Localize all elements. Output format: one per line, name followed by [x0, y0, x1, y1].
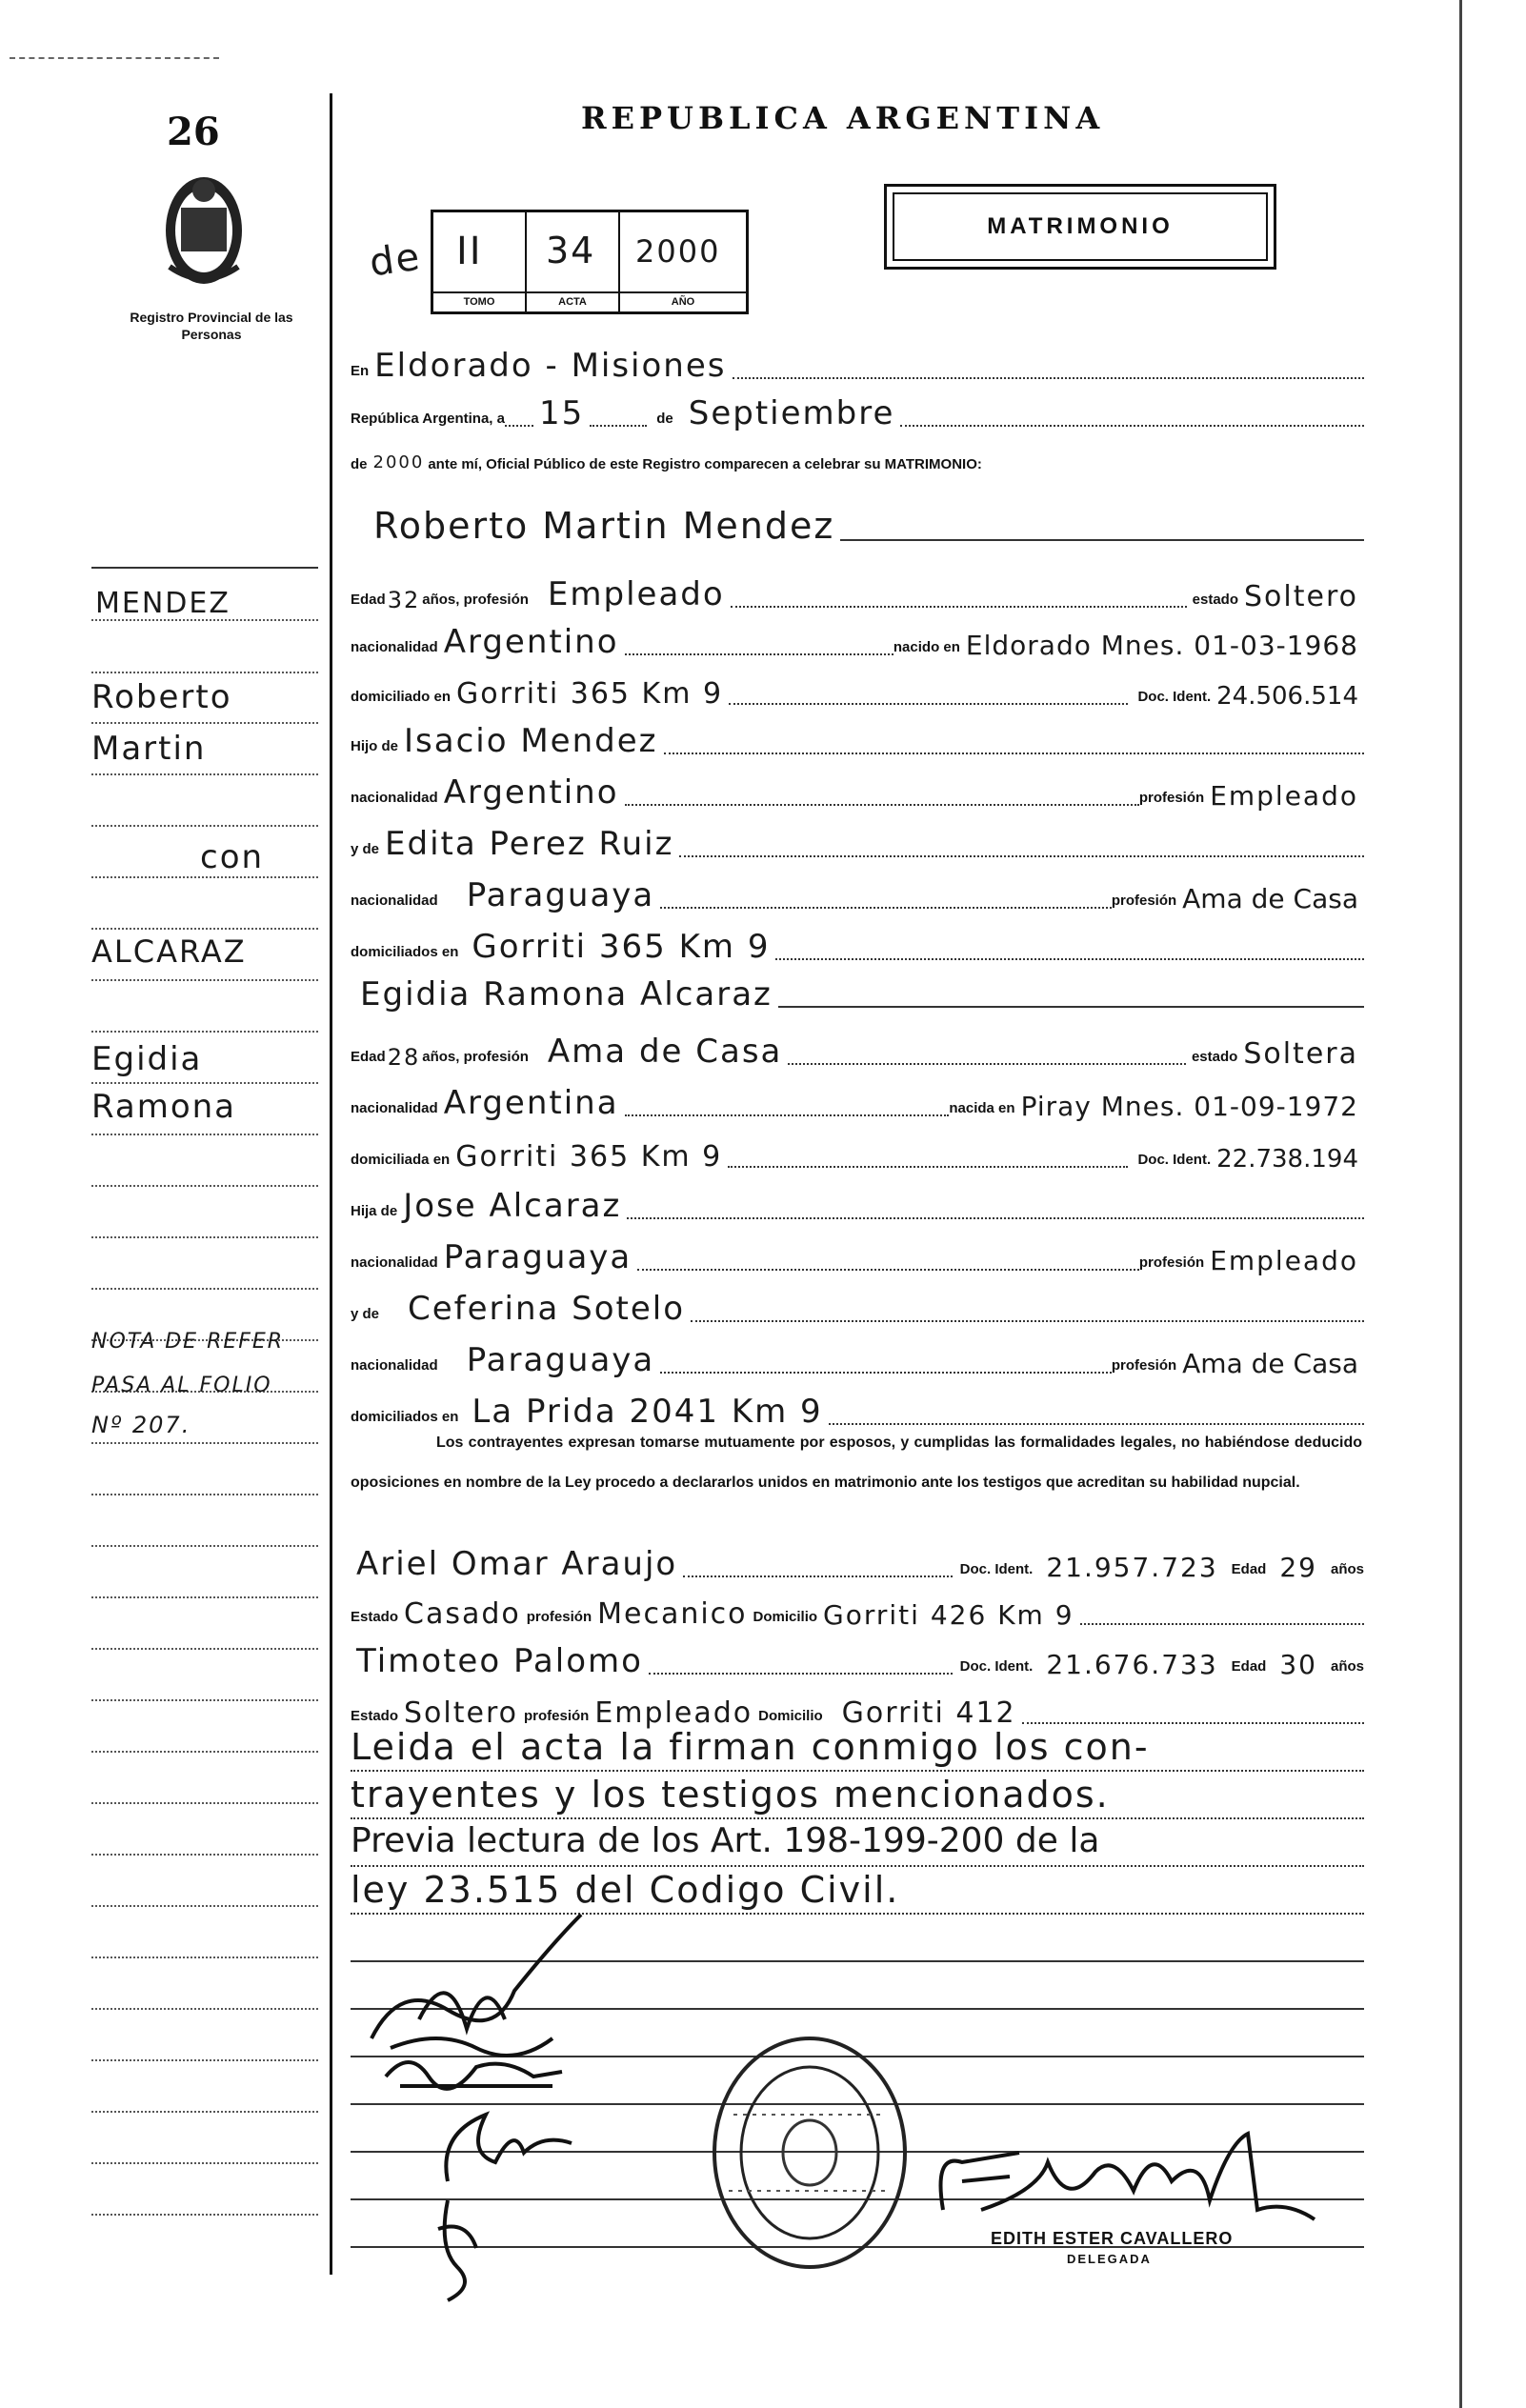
row-bride-nac [351, 1080, 1364, 1122]
groom-name: Roberto Martin Mendez [373, 505, 835, 547]
anos-label: años [1330, 1561, 1364, 1577]
row-witness1-details [351, 1589, 1364, 1631]
margin-name1-bride: Egidia [91, 1040, 203, 1078]
en-label: En [351, 363, 370, 379]
acta-label: ACTA [527, 291, 618, 308]
margin-note-2: PASA AL FOLIO [91, 1374, 272, 1397]
handwritten-note-3: Previa lectura de los Art. 198-199-200 de la [351, 1821, 1100, 1860]
handwritten-note-2: trayentes y los testigos mencionados. [351, 1774, 1110, 1816]
yde-label: y de [351, 841, 380, 857]
witness1-edad: 29 [1279, 1552, 1317, 1583]
margin-con: con [200, 838, 265, 876]
scan-mark [10, 57, 219, 59]
intro-text: ante mí, Oficial Público de este Registro comparecen a celebrar su MATRIMONIO: [428, 456, 982, 472]
bride-name: Egidia Ramona Alcaraz [360, 975, 773, 1013]
handwritten-note-1: Leida el acta la firman conmigo los con- [351, 1726, 1150, 1768]
edad-label: Edad [1231, 1658, 1267, 1675]
groom-father-prof: Empleado [1210, 780, 1358, 812]
anos-label: años [1330, 1658, 1364, 1675]
dom-label: domiciliado en [351, 689, 452, 705]
registry-number-box [431, 210, 749, 314]
rep-label: República Argentina, a [351, 411, 505, 427]
margin-name2-bride: Ramona [91, 1088, 237, 1126]
bride-nacida: Piray Mnes. 01-09-1972 [1020, 1091, 1358, 1122]
tomo-label: TOMO [433, 291, 525, 308]
doms-label: domiciliados en [351, 1409, 459, 1425]
edad-label: Edad [1231, 1561, 1267, 1577]
bride-edad: 28 [387, 1044, 421, 1071]
country-title: REPUBLICA ARGENTINA [581, 100, 1105, 136]
doms-label: domiciliados en [351, 944, 459, 960]
nac-label: nacionalidad [351, 639, 438, 655]
groom-profesion: Empleado [547, 575, 725, 613]
page-edge [1459, 0, 1462, 2408]
signature-witness-2 [419, 2191, 514, 2305]
edad-label: Edad [351, 592, 386, 608]
official-seal [705, 2029, 914, 2277]
bride-father: Jose Alcaraz [403, 1187, 622, 1225]
estado-label: estado [1191, 1049, 1238, 1065]
witness1-domicilio: Gorriti 426 Km 9 [823, 1599, 1074, 1631]
groom-parents-dom: Gorriti 365 Km 9 [472, 928, 771, 966]
row-groom-edad [351, 572, 1364, 613]
doc-label: Doc. Ident. [959, 1658, 1034, 1675]
prof-label: profesión [1111, 1357, 1177, 1374]
nacida-label: nacida en [949, 1100, 1015, 1116]
row-groom-mother-nac [351, 873, 1364, 914]
officer-signature [924, 2124, 1324, 2229]
row-groom-parents-dom [351, 924, 1364, 966]
groom-edad: 32 [387, 587, 421, 613]
nac-label: nacionalidad [351, 1254, 438, 1271]
estado-label: Estado [351, 1708, 399, 1724]
hijo-label: Hijo de [351, 738, 399, 754]
row-groom-mother [351, 821, 1364, 863]
bride-nacionalidad: Argentina [443, 1084, 619, 1122]
signature-witness-1 [429, 2096, 581, 2191]
prof-label: profesión [524, 1708, 590, 1724]
row-bride-edad [351, 1029, 1364, 1071]
witness2-doc: 21.676.733 [1046, 1649, 1218, 1680]
witness2-estado: Soltero [404, 1696, 518, 1730]
officer-title: DELEGADA [1067, 2252, 1152, 2266]
row-bride-mother [351, 1286, 1364, 1328]
row-intro [351, 436, 1364, 478]
bride-father-prof: Empleado [1210, 1245, 1358, 1276]
bride-estado: Soltera [1243, 1037, 1358, 1071]
nacido-label: nacido en [893, 639, 960, 655]
groom-mother: Edita Perez Ruiz [385, 825, 674, 863]
doc-label: Doc. Ident. [1137, 689, 1212, 705]
prof-label: profesión [1138, 790, 1205, 806]
row-bride-father-nac [351, 1234, 1364, 1276]
domicilio-label: Domicilio [758, 1708, 823, 1724]
groom-father-nac: Argentino [443, 773, 619, 812]
witness2-domicilio: Gorriti 412 [841, 1696, 1016, 1730]
doc-label: Doc. Ident. [959, 1561, 1034, 1577]
prof-label: profesión [1111, 893, 1177, 909]
margin-note-3: Nº 207. [91, 1412, 191, 1438]
groom-estado: Soltero [1244, 580, 1358, 613]
officer-name: EDITH ESTER CAVALLERO [991, 2229, 1234, 2248]
bride-father-nac: Paraguaya [443, 1238, 632, 1276]
margin-surname-groom: MENDEZ [95, 587, 231, 620]
groom-doc: 24.506.514 [1216, 682, 1358, 711]
witness2-profesion: Empleado [594, 1696, 753, 1730]
bride-mother: Ceferina Sotelo [408, 1290, 686, 1328]
witness1-doc: 21.957.723 [1046, 1552, 1218, 1583]
nac-label: nacionalidad [351, 1357, 438, 1374]
row-witness2-name [351, 1638, 1364, 1680]
ano-label: AÑO [620, 291, 746, 308]
row-groom-father-nac [351, 770, 1364, 812]
bride-parents-dom: La Prida 2041 Km 9 [472, 1393, 823, 1431]
bride-domicilio: Gorriti 365 Km 9 [455, 1140, 723, 1174]
groom-father: Isacio Mendez [404, 722, 658, 760]
row-groom-name [351, 505, 1364, 547]
groom-domicilio: Gorriti 365 Km 9 [456, 677, 724, 711]
day-value: 15 [538, 394, 585, 432]
doc-type-label: MATRIMONIO [987, 213, 1174, 239]
prof-label: profesión [526, 1609, 592, 1625]
handwritten-note-4: ley 23.515 del Codigo Civil. [351, 1869, 900, 1911]
margin-note-1: NOTA DE REFER [91, 1330, 285, 1354]
year-value: 2000 [372, 452, 425, 472]
bride-doc: 22.738.194 [1216, 1145, 1358, 1174]
month-value: Septiembre [688, 394, 895, 432]
groom-nacionalidad: Argentino [443, 623, 619, 661]
nac-label: nacionalidad [351, 1100, 438, 1116]
groom-nacido: Eldorado Mnes. 01-03-1968 [965, 630, 1358, 661]
witness1-estado: Casado [404, 1597, 521, 1631]
row-date [351, 391, 1364, 432]
witness1-profesion: Mecanico [597, 1597, 748, 1631]
registry-label: Registro Provincial de las Personas [130, 310, 293, 342]
row-groom-father [351, 718, 1364, 760]
estado-label: Estado [351, 1609, 399, 1625]
row-groom-dom [351, 669, 1364, 711]
estado-label: estado [1192, 592, 1239, 608]
place-value: Eldorado - Misiones [374, 347, 727, 385]
nac-label: nacionalidad [351, 893, 438, 909]
margin-name2-groom: Martin [91, 730, 207, 768]
row-witness2-details [351, 1688, 1364, 1730]
bride-profesion: Ama de Casa [547, 1033, 783, 1071]
doc-type-box [884, 184, 1276, 270]
yde-label: y de [351, 1306, 380, 1322]
year-prefix: de [351, 456, 368, 472]
row-bride-name [351, 972, 1364, 1013]
page-number: 26 [167, 110, 220, 154]
acta-value: 34 [546, 230, 596, 271]
row-place [351, 343, 1364, 385]
anos-prof-label: años, profesión [422, 1049, 529, 1065]
margin-surname-bride: ALCARAZ [91, 933, 247, 970]
margin-mark: de [367, 234, 424, 286]
row-groom-nac [351, 619, 1364, 661]
margin-name1-groom: Roberto [91, 678, 232, 716]
witness1-name: Ariel Omar Araujo [356, 1545, 678, 1583]
nac-label: nacionalidad [351, 790, 438, 806]
doc-label: Doc. Ident. [1137, 1152, 1212, 1168]
closing-paragraph: Los contrayentes expresan tomarse mutuamente por esposos, y cumplidas las formalidades legales, no habiéndose deducido oposiciones en nombre de la Ley procedo a declararlos unidos en matrimonio ante los testigos que acreditan su habilidad nupcial. [351, 1435, 1362, 1491]
signature-contrayente-2 [381, 2038, 572, 2096]
bride-mother-nac: Paraguaya [466, 1341, 655, 1379]
coat-of-arms-icon [160, 162, 248, 295]
dom-label: domiciliada en [351, 1152, 451, 1168]
witness2-edad: 30 [1279, 1649, 1317, 1680]
groom-mother-nac: Paraguaya [466, 876, 655, 914]
prof-label: profesión [1138, 1254, 1205, 1271]
ano-value: 2000 [635, 233, 721, 270]
row-witness1-name [351, 1541, 1364, 1583]
tomo-value: II [456, 230, 483, 273]
hija-label: Hija de [351, 1203, 398, 1219]
witness2-name: Timoteo Palomo [356, 1642, 643, 1680]
row-bride-dom [351, 1132, 1364, 1174]
groom-mother-prof: Ama de Casa [1182, 883, 1358, 914]
de-label: de [656, 411, 673, 427]
row-bride-mother-nac [351, 1337, 1364, 1379]
domicilio-label: Domicilio [753, 1609, 818, 1625]
column-divider [330, 93, 332, 2275]
bride-mother-prof: Ama de Casa [1182, 1348, 1358, 1379]
row-bride-father [351, 1183, 1364, 1225]
edad-label: Edad [351, 1049, 386, 1065]
anos-prof-label: años, profesión [422, 592, 529, 608]
